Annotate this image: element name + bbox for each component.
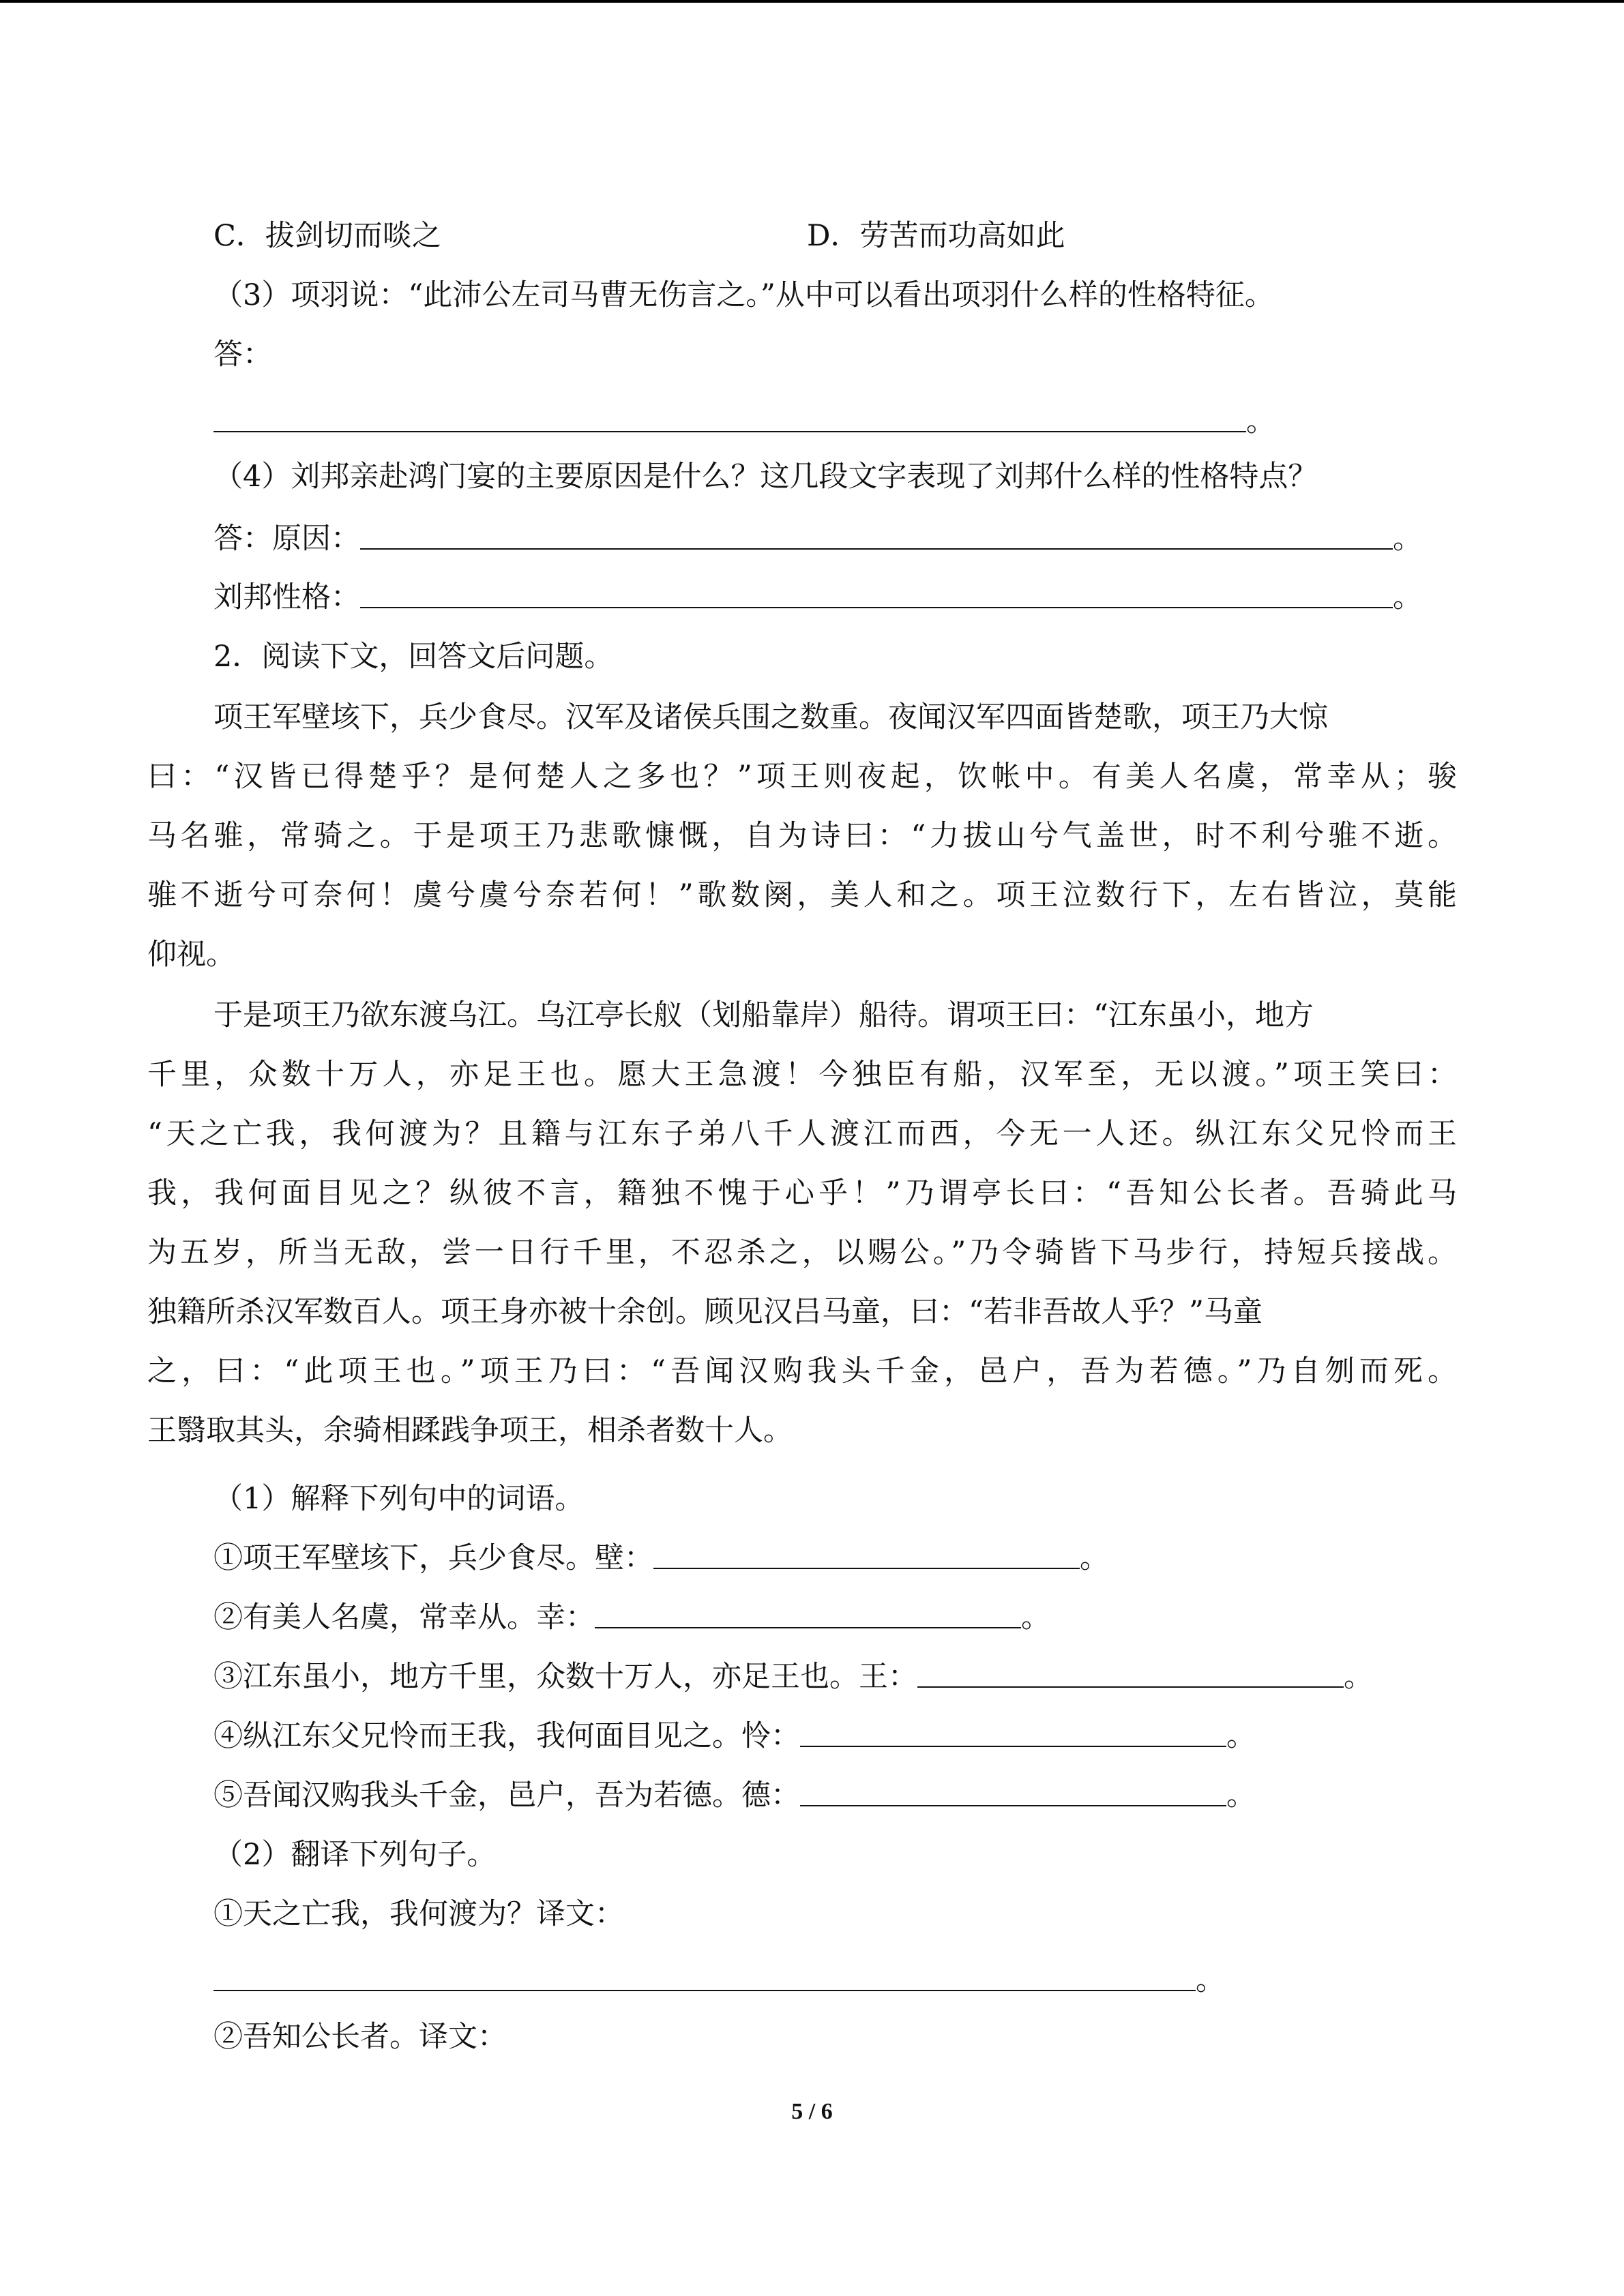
- translate-item: ①天之亡我，我何渡为？译文：: [213, 1897, 624, 1931]
- passage-line: 项王军壁垓下，兵少食尽。汉军及诸侯兵围之数重。夜闻汉军四面皆楚歌，项王乃大惊: [213, 700, 1328, 734]
- vocab-blank[interactable]: [800, 1775, 1226, 1806]
- passage-line: “天之亡我，我何渡为？且籍与江东子弟八千人渡江而西，今无一人还。纵江东父兄怜而王: [147, 1117, 1457, 1151]
- passage-line: 为五岁，所当无敌，尝一日行千里，不忍杀之，以赐公。”乃令骑皆下马步行，持短兵接战。: [147, 1236, 1457, 1270]
- vocab-item: ②有美人名虞，常幸从。幸： 。: [213, 1597, 1050, 1638]
- passage-line: 我，我何面目见之？纵彼不言，籍独不愧于心乎！”乃谓亭长曰：“吾知公长者。吾骑此马: [147, 1176, 1457, 1210]
- translation-blank[interactable]: [213, 1960, 1196, 1991]
- passage-line: 骓不逝兮可奈何！虞兮虞兮奈若何！”歌数阕，美人和之。项王泣数行下，左右皆泣，莫能: [147, 878, 1457, 912]
- vocab-item: ⑤吾闻汉购我头千金，邑户，吾为若德。德： 。: [213, 1775, 1256, 1816]
- passage-line: 马名骓，常骑之。于是项王乃悲歌慷慨，自为诗曰：“力拔山兮气盖世，时不利兮骓不逝。: [147, 819, 1457, 853]
- passage-line: 于是项王乃欲东渡乌江。乌江亭长舣（划船靠岸）船待。谓项王曰：“江东虽小，地方: [213, 998, 1314, 1032]
- translate-item: ②吾知公长者。译文：: [213, 2020, 507, 2054]
- passage-line: 之，曰：“此项王也。”项王乃曰：“吾闻汉购我头千金，邑户，吾为若德。”乃自刎而死。: [147, 1354, 1457, 1388]
- vocab-blank[interactable]: [917, 1656, 1344, 1688]
- question-4-prompt: （4）刘邦亲赴鸿门宴的主要原因是什么？这几段文字表现了刘邦什么样的性格特点？: [213, 460, 1318, 494]
- translate-answer-line: 。: [213, 1960, 1225, 2001]
- trait-blank[interactable]: [360, 577, 1393, 608]
- top-border: [0, 0, 1624, 3]
- trait-label: 刘邦性格：: [213, 580, 360, 614]
- question-4-trait-line: 刘邦性格： 。: [213, 577, 1422, 618]
- vocab-blank[interactable]: [595, 1597, 1021, 1628]
- reason-label: 答：原因：: [213, 522, 360, 556]
- question-3-answer-label: 答：: [213, 338, 272, 372]
- sub-question-1-heading: （1）解释下列句中的词语。: [213, 1482, 585, 1516]
- passage-line: 千里，众数十万人，亦足王也。愿大王急渡！今独臣有船，汉军至，无以渡。”项王笑曰：: [147, 1058, 1457, 1092]
- vocab-item: ④纵江东父兄怜而王我，我何面目见之。怜： 。: [213, 1716, 1256, 1757]
- passage-line: 独籍所杀汉军数百人。项王身亦被十余创。顾见汉吕马童，曰：“若非吾故人乎？”马童: [147, 1295, 1263, 1329]
- vocab-item: ①项王军壁垓下，兵少食尽。壁： 。: [213, 1538, 1109, 1579]
- option-d: D．劳苦而功高如此: [807, 219, 1065, 253]
- question-4-reason-line: 答：原因： 。: [213, 518, 1422, 559]
- question-3-prompt: （3）项羽说：“此沛公左司马曹无伤言之。”从中可以看出项羽什么样的性格特征。: [213, 278, 1274, 312]
- question-3-answer-line: 。: [213, 401, 1275, 442]
- reason-blank[interactable]: [360, 518, 1393, 550]
- vocab-blank[interactable]: [800, 1716, 1226, 1747]
- passage-line: 王翳取其头，余骑相蹂践争项王，相杀者数十人。: [147, 1414, 793, 1448]
- option-c: C．拔剑切而啖之: [213, 219, 441, 253]
- passage-line: 曰：“汉皆已得楚乎？是何楚人之多也？”项王则夜起，饮帐中。有美人名虞，常幸从；骏: [147, 760, 1457, 794]
- answer-blank[interactable]: [213, 401, 1246, 432]
- vocab-blank[interactable]: [653, 1538, 1080, 1569]
- vocab-item: ③江东虽小，地方千里，众数十万人，亦足王也。王： 。: [213, 1656, 1373, 1697]
- question-2-heading: 2．阅读下文，回答文后问题。: [213, 640, 614, 674]
- page-number: 5 / 6: [791, 2099, 833, 2124]
- sub-question-2-heading: （2）翻译下列句子。: [213, 1838, 497, 1872]
- passage-line: 仰视。: [147, 938, 235, 972]
